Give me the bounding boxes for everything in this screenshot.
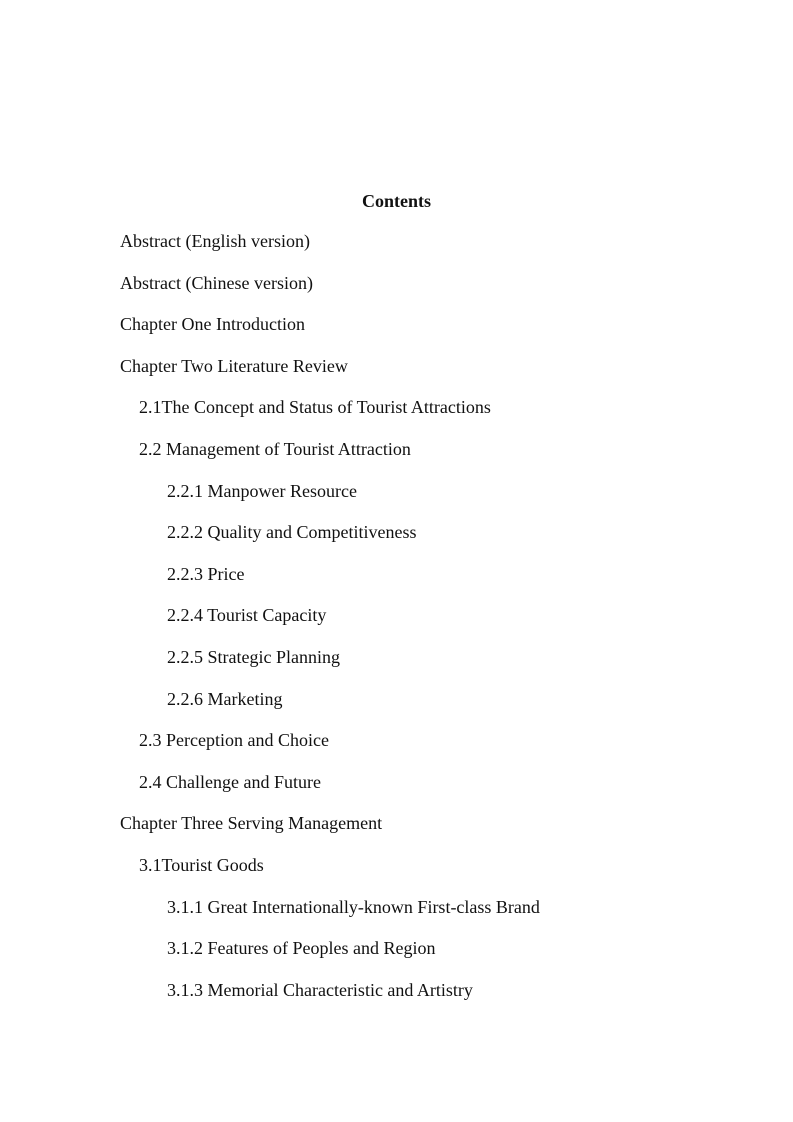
toc-entry-level-1: 3.1Tourist Goods	[139, 855, 264, 875]
toc-entry-level-0: Chapter One Introduction	[120, 314, 305, 334]
toc-entry-level-0: Chapter Two Literature Review	[120, 356, 348, 376]
toc-entry-level-0: Abstract (Chinese version)	[120, 273, 313, 293]
page-title: Contents	[361, 191, 431, 211]
toc-entry-level-1: 2.1The Concept and Status of Tourist Attractions	[139, 397, 491, 417]
toc-entry-level-0: Abstract (English version)	[120, 231, 310, 251]
toc-entry-level-2: 2.2.1 Manpower Resource	[167, 481, 357, 501]
toc-entry-level-2: 3.1.2 Features of Peoples and Region	[167, 938, 436, 958]
toc-entry-level-2: 2.2.3 Price	[167, 564, 245, 584]
toc-entry-level-2: 3.1.3 Memorial Characteristic and Artistry	[167, 980, 473, 1000]
toc-entry-level-0: Chapter Three Serving Management	[120, 813, 383, 833]
toc-entry-level-1: 2.2 Management of Tourist Attraction	[139, 439, 411, 459]
toc-entry-level-1: 2.4 Challenge and Future	[139, 772, 321, 792]
toc-entry-level-2: 2.2.5 Strategic Planning	[167, 647, 340, 667]
toc-entry-level-2: 2.2.4 Tourist Capacity	[167, 605, 327, 625]
toc-entry-level-2: 2.2.2 Quality and Competitiveness	[167, 522, 417, 542]
toc-entry-level-2: 3.1.1 Great Internationally-known First-class Brand	[167, 897, 540, 917]
toc-entry-level-2: 2.2.6 Marketing	[167, 689, 283, 709]
toc-entry-level-1: 2.3 Perception and Choice	[139, 730, 329, 750]
